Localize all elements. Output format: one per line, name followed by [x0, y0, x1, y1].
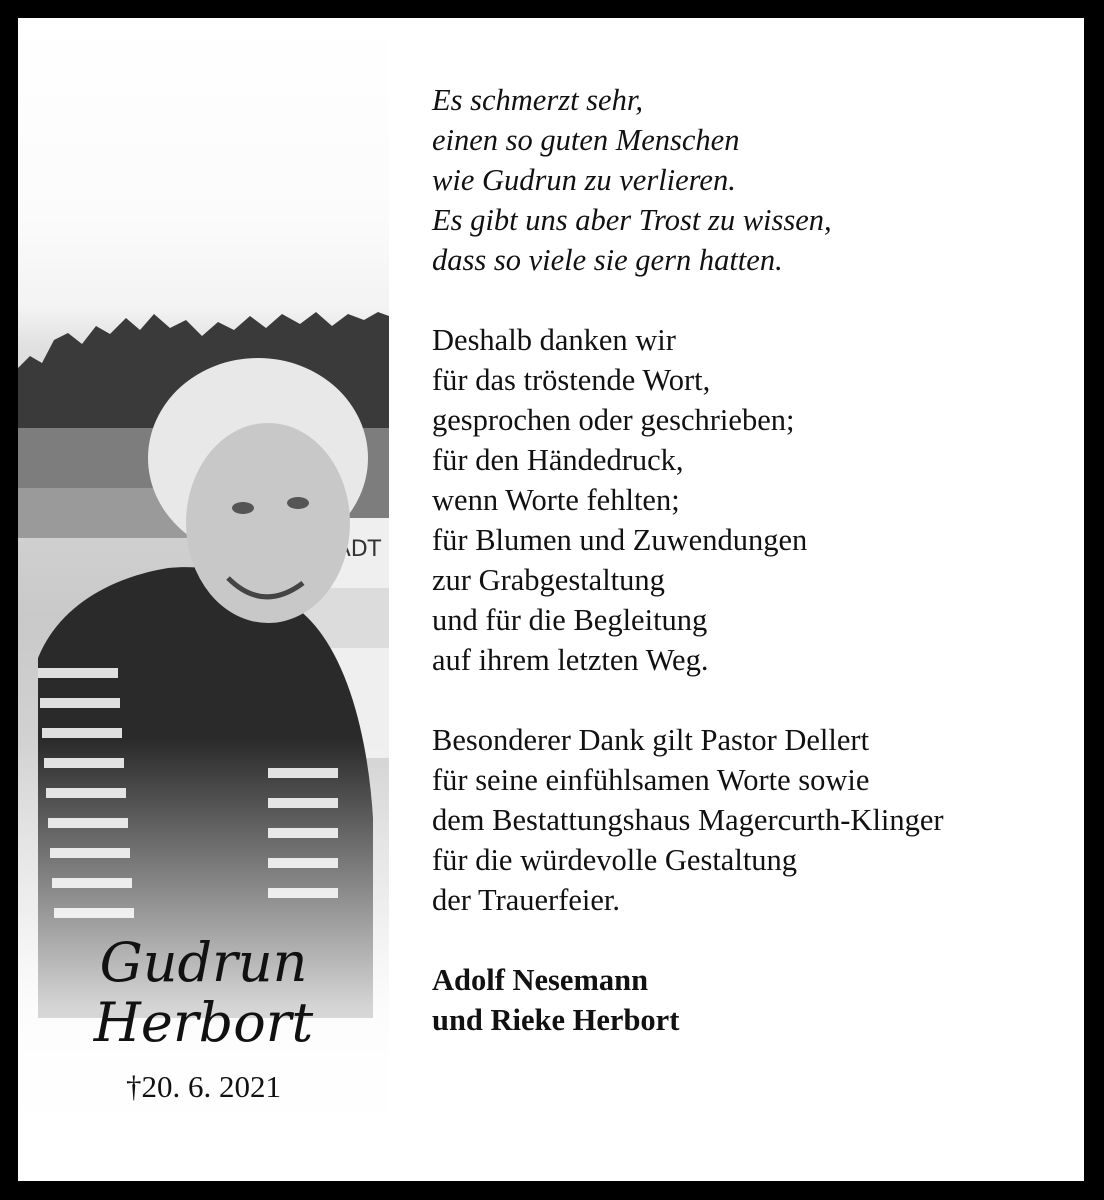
thanks-line: für das tröstende Wort, — [432, 363, 711, 397]
death-date: †20. 6. 2021 — [126, 1069, 281, 1104]
thanks-line: auf ihrem letzten Weg. — [432, 643, 709, 677]
thanks-line: für Blumen und Zuwendungen — [432, 523, 808, 557]
deceased-first-name: Gudrun — [99, 931, 308, 994]
signature — [432, 960, 1072, 1040]
poem-line: wie Gudrun zu verlieren. — [432, 163, 736, 197]
special-thanks-stanza — [432, 720, 1072, 920]
signature-line: und Rieke Herbort — [432, 1003, 680, 1037]
thanks-line: Deshalb danken wir — [432, 323, 676, 357]
thanks-line: gesprochen oder geschrieben; — [432, 403, 795, 437]
poem-line: einen so guten Menschen — [432, 123, 740, 157]
poem-line: dass so viele sie gern hatten. — [432, 243, 783, 277]
portrait-photo — [18, 18, 389, 1181]
obituary-card — [18, 18, 1084, 1181]
obituary-text — [432, 80, 1072, 1040]
special-thanks-line: für die würdevolle Gestaltung — [432, 843, 798, 877]
special-thanks-line: der Trauerfeier. — [432, 883, 621, 917]
special-thanks-line: Besonderer Dank gilt Pastor Dellert — [432, 723, 870, 757]
thanks-stanza — [432, 320, 1072, 680]
signature-line: Adolf Nesemann — [432, 963, 649, 997]
special-thanks-line: für seine einfühlsamen Worte sowie — [432, 763, 870, 797]
deceased-name-block — [18, 933, 389, 1105]
poem-line: Es gibt uns aber Trost zu wissen, — [432, 203, 832, 237]
poem-line: Es schmerzt sehr, — [432, 83, 643, 117]
special-thanks-line: dem Bestattungshaus Magercurth-Klinger — [432, 803, 944, 837]
thanks-line: und für die Begleitung — [432, 603, 708, 637]
thanks-line: zur Grabgestaltung — [432, 563, 665, 597]
deceased-last-name: Herbort — [93, 991, 314, 1054]
intro-stanza — [432, 80, 1072, 280]
thanks-line: für den Händedruck, — [432, 443, 684, 477]
thanks-line: wenn Worte fehlten; — [432, 483, 680, 517]
